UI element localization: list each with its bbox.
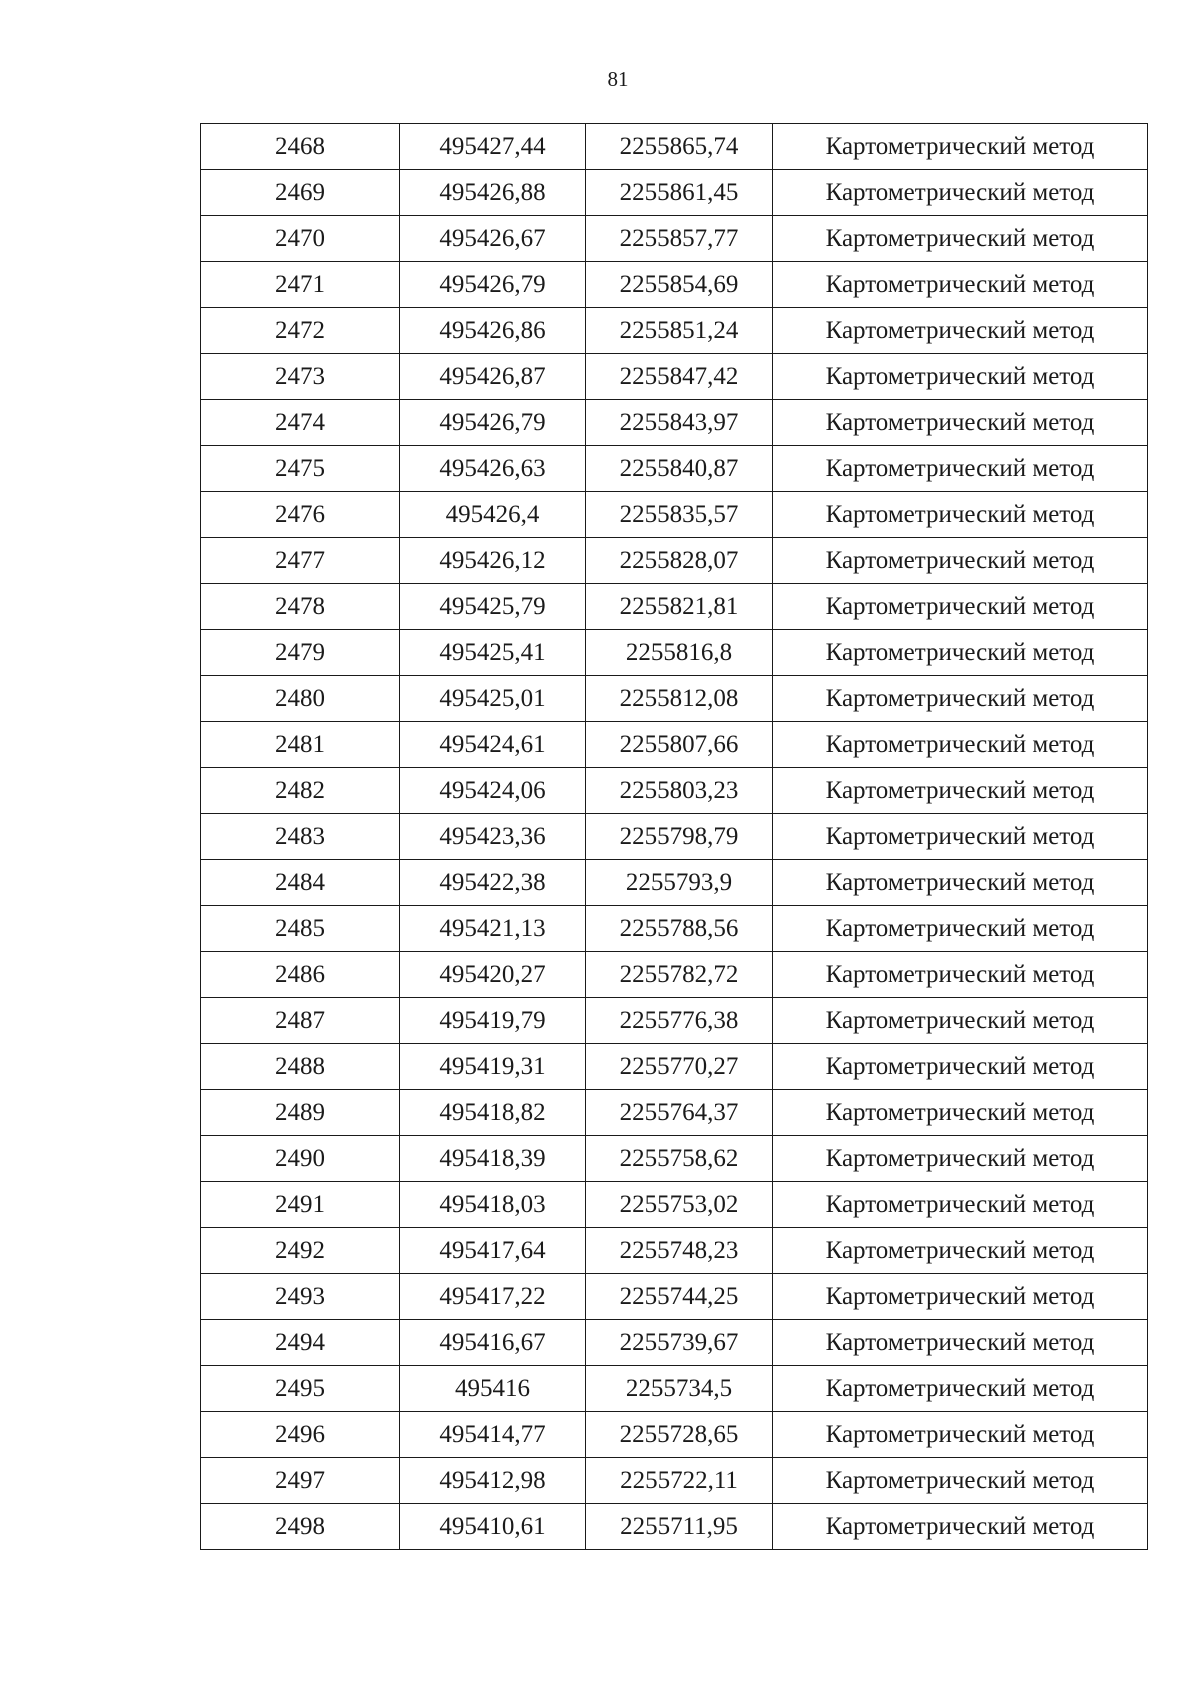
y-coordinate-cell: 2255798,79 <box>586 814 773 860</box>
y-coordinate-cell: 2255776,38 <box>586 998 773 1044</box>
y-coordinate-cell: 2255793,9 <box>586 860 773 906</box>
method-cell: Картометрический метод <box>773 400 1148 446</box>
x-coordinate-cell: 495426,79 <box>400 262 586 308</box>
point-number-cell: 2468 <box>201 124 400 170</box>
table-row <box>201 1090 1148 1136</box>
table-row <box>201 446 1148 492</box>
page-number: 81 <box>607 67 629 91</box>
method-cell: Картометрический метод <box>773 1182 1148 1228</box>
point-number-cell: 2496 <box>201 1412 400 1458</box>
y-coordinate-cell: 2255770,27 <box>586 1044 773 1090</box>
table-row <box>201 722 1148 768</box>
table-row <box>201 860 1148 906</box>
y-coordinate-cell: 2255722,11 <box>586 1458 773 1504</box>
point-number-cell: 2470 <box>201 216 400 262</box>
method-cell: Картометрический метод <box>773 216 1148 262</box>
x-coordinate-cell: 495419,79 <box>400 998 586 1044</box>
point-number-cell: 2476 <box>201 492 400 538</box>
x-coordinate-cell: 495416 <box>400 1366 586 1412</box>
x-coordinate-cell: 495426,12 <box>400 538 586 584</box>
point-number-cell: 2493 <box>201 1274 400 1320</box>
y-coordinate-cell: 2255828,07 <box>586 538 773 584</box>
y-coordinate-cell: 2255843,97 <box>586 400 773 446</box>
y-coordinate-cell: 2255734,5 <box>586 1366 773 1412</box>
table-row <box>201 1136 1148 1182</box>
x-coordinate-cell: 495412,98 <box>400 1458 586 1504</box>
point-number-cell: 2472 <box>201 308 400 354</box>
coordinates-table-body <box>201 124 1148 1550</box>
method-cell: Картометрический метод <box>773 354 1148 400</box>
method-cell: Картометрический метод <box>773 308 1148 354</box>
method-cell: Картометрический метод <box>773 814 1148 860</box>
point-number-cell: 2488 <box>201 1044 400 1090</box>
y-coordinate-cell: 2255739,67 <box>586 1320 773 1366</box>
y-coordinate-cell: 2255753,02 <box>586 1182 773 1228</box>
table-row <box>201 1366 1148 1412</box>
method-cell: Картометрический метод <box>773 860 1148 906</box>
point-number-cell: 2469 <box>201 170 400 216</box>
method-cell: Картометрический метод <box>773 1090 1148 1136</box>
x-coordinate-cell: 495426,63 <box>400 446 586 492</box>
method-cell: Картометрический метод <box>773 1136 1148 1182</box>
method-cell: Картометрический метод <box>773 1504 1148 1550</box>
y-coordinate-cell: 2255821,81 <box>586 584 773 630</box>
point-number-cell: 2480 <box>201 676 400 722</box>
method-cell: Картометрический метод <box>773 1320 1148 1366</box>
table-row <box>201 676 1148 722</box>
y-coordinate-cell: 2255758,62 <box>586 1136 773 1182</box>
method-cell: Картометрический метод <box>773 1274 1148 1320</box>
x-coordinate-cell: 495425,79 <box>400 584 586 630</box>
point-number-cell: 2490 <box>201 1136 400 1182</box>
table-row <box>201 1182 1148 1228</box>
y-coordinate-cell: 2255744,25 <box>586 1274 773 1320</box>
point-number-cell: 2485 <box>201 906 400 952</box>
table-row <box>201 1320 1148 1366</box>
y-coordinate-cell: 2255812,08 <box>586 676 773 722</box>
x-coordinate-cell: 495410,61 <box>400 1504 586 1550</box>
method-cell: Картометрический метод <box>773 262 1148 308</box>
method-cell: Картометрический метод <box>773 998 1148 1044</box>
table-row <box>201 400 1148 446</box>
point-number-cell: 2471 <box>201 262 400 308</box>
y-coordinate-cell: 2255861,45 <box>586 170 773 216</box>
y-coordinate-cell: 2255782,72 <box>586 952 773 998</box>
x-coordinate-cell: 495425,01 <box>400 676 586 722</box>
point-number-cell: 2497 <box>201 1458 400 1504</box>
point-number-cell: 2479 <box>201 630 400 676</box>
method-cell: Картометрический метод <box>773 1458 1148 1504</box>
point-number-cell: 2473 <box>201 354 400 400</box>
y-coordinate-cell: 2255788,56 <box>586 906 773 952</box>
x-coordinate-cell: 495426,79 <box>400 400 586 446</box>
x-coordinate-cell: 495417,22 <box>400 1274 586 1320</box>
method-cell: Картометрический метод <box>773 124 1148 170</box>
table-row <box>201 308 1148 354</box>
x-coordinate-cell: 495426,4 <box>400 492 586 538</box>
table-row <box>201 952 1148 998</box>
y-coordinate-cell: 2255816,8 <box>586 630 773 676</box>
table-row <box>201 1458 1148 1504</box>
table-row <box>201 1504 1148 1550</box>
method-cell: Картометрический метод <box>773 1228 1148 1274</box>
table-row <box>201 814 1148 860</box>
x-coordinate-cell: 495416,67 <box>400 1320 586 1366</box>
method-cell: Картометрический метод <box>773 722 1148 768</box>
point-number-cell: 2482 <box>201 768 400 814</box>
y-coordinate-cell: 2255764,37 <box>586 1090 773 1136</box>
method-cell: Картометрический метод <box>773 170 1148 216</box>
y-coordinate-cell: 2255835,57 <box>586 492 773 538</box>
method-cell: Картометрический метод <box>773 538 1148 584</box>
table-row <box>201 630 1148 676</box>
method-cell: Картометрический метод <box>773 768 1148 814</box>
x-coordinate-cell: 495418,82 <box>400 1090 586 1136</box>
y-coordinate-cell: 2255857,77 <box>586 216 773 262</box>
y-coordinate-cell: 2255748,23 <box>586 1228 773 1274</box>
point-number-cell: 2487 <box>201 998 400 1044</box>
table-row <box>201 216 1148 262</box>
table-row <box>201 262 1148 308</box>
method-cell: Картометрический метод <box>773 676 1148 722</box>
point-number-cell: 2477 <box>201 538 400 584</box>
x-coordinate-cell: 495426,87 <box>400 354 586 400</box>
table-row <box>201 170 1148 216</box>
x-coordinate-cell: 495418,03 <box>400 1182 586 1228</box>
point-number-cell: 2481 <box>201 722 400 768</box>
y-coordinate-cell: 2255803,23 <box>586 768 773 814</box>
method-cell: Картометрический метод <box>773 952 1148 998</box>
table-row <box>201 584 1148 630</box>
table-row <box>201 998 1148 1044</box>
method-cell: Картометрический метод <box>773 906 1148 952</box>
point-number-cell: 2489 <box>201 1090 400 1136</box>
table-row <box>201 1044 1148 1090</box>
point-number-cell: 2491 <box>201 1182 400 1228</box>
method-cell: Картометрический метод <box>773 1412 1148 1458</box>
point-number-cell: 2478 <box>201 584 400 630</box>
table-row <box>201 538 1148 584</box>
method-cell: Картометрический метод <box>773 492 1148 538</box>
x-coordinate-cell: 495427,44 <box>400 124 586 170</box>
table-row <box>201 1228 1148 1274</box>
table-row <box>201 906 1148 952</box>
y-coordinate-cell: 2255728,65 <box>586 1412 773 1458</box>
x-coordinate-cell: 495418,39 <box>400 1136 586 1182</box>
table-row <box>201 1274 1148 1320</box>
x-coordinate-cell: 495424,61 <box>400 722 586 768</box>
x-coordinate-cell: 495424,06 <box>400 768 586 814</box>
table-row <box>201 354 1148 400</box>
x-coordinate-cell: 495426,67 <box>400 216 586 262</box>
method-cell: Картометрический метод <box>773 584 1148 630</box>
coordinates-table <box>200 123 1148 1550</box>
y-coordinate-cell: 2255865,74 <box>586 124 773 170</box>
point-number-cell: 2474 <box>201 400 400 446</box>
x-coordinate-cell: 495417,64 <box>400 1228 586 1274</box>
point-number-cell: 2492 <box>201 1228 400 1274</box>
y-coordinate-cell: 2255840,87 <box>586 446 773 492</box>
x-coordinate-cell: 495423,36 <box>400 814 586 860</box>
x-coordinate-cell: 495425,41 <box>400 630 586 676</box>
x-coordinate-cell: 495422,38 <box>400 860 586 906</box>
method-cell: Картометрический метод <box>773 630 1148 676</box>
point-number-cell: 2486 <box>201 952 400 998</box>
point-number-cell: 2494 <box>201 1320 400 1366</box>
y-coordinate-cell: 2255711,95 <box>586 1504 773 1550</box>
point-number-cell: 2475 <box>201 446 400 492</box>
y-coordinate-cell: 2255851,24 <box>586 308 773 354</box>
y-coordinate-cell: 2255807,66 <box>586 722 773 768</box>
point-number-cell: 2484 <box>201 860 400 906</box>
x-coordinate-cell: 495419,31 <box>400 1044 586 1090</box>
method-cell: Картометрический метод <box>773 1366 1148 1412</box>
x-coordinate-cell: 495414,77 <box>400 1412 586 1458</box>
method-cell: Картометрический метод <box>773 446 1148 492</box>
point-number-cell: 2483 <box>201 814 400 860</box>
x-coordinate-cell: 495421,13 <box>400 906 586 952</box>
table-row <box>201 768 1148 814</box>
method-cell: Картометрический метод <box>773 1044 1148 1090</box>
x-coordinate-cell: 495426,88 <box>400 170 586 216</box>
table-row <box>201 124 1148 170</box>
table-row <box>201 492 1148 538</box>
x-coordinate-cell: 495426,86 <box>400 308 586 354</box>
x-coordinate-cell: 495420,27 <box>400 952 586 998</box>
y-coordinate-cell: 2255847,42 <box>586 354 773 400</box>
table-row <box>201 1412 1148 1458</box>
point-number-cell: 2498 <box>201 1504 400 1550</box>
y-coordinate-cell: 2255854,69 <box>586 262 773 308</box>
point-number-cell: 2495 <box>201 1366 400 1412</box>
